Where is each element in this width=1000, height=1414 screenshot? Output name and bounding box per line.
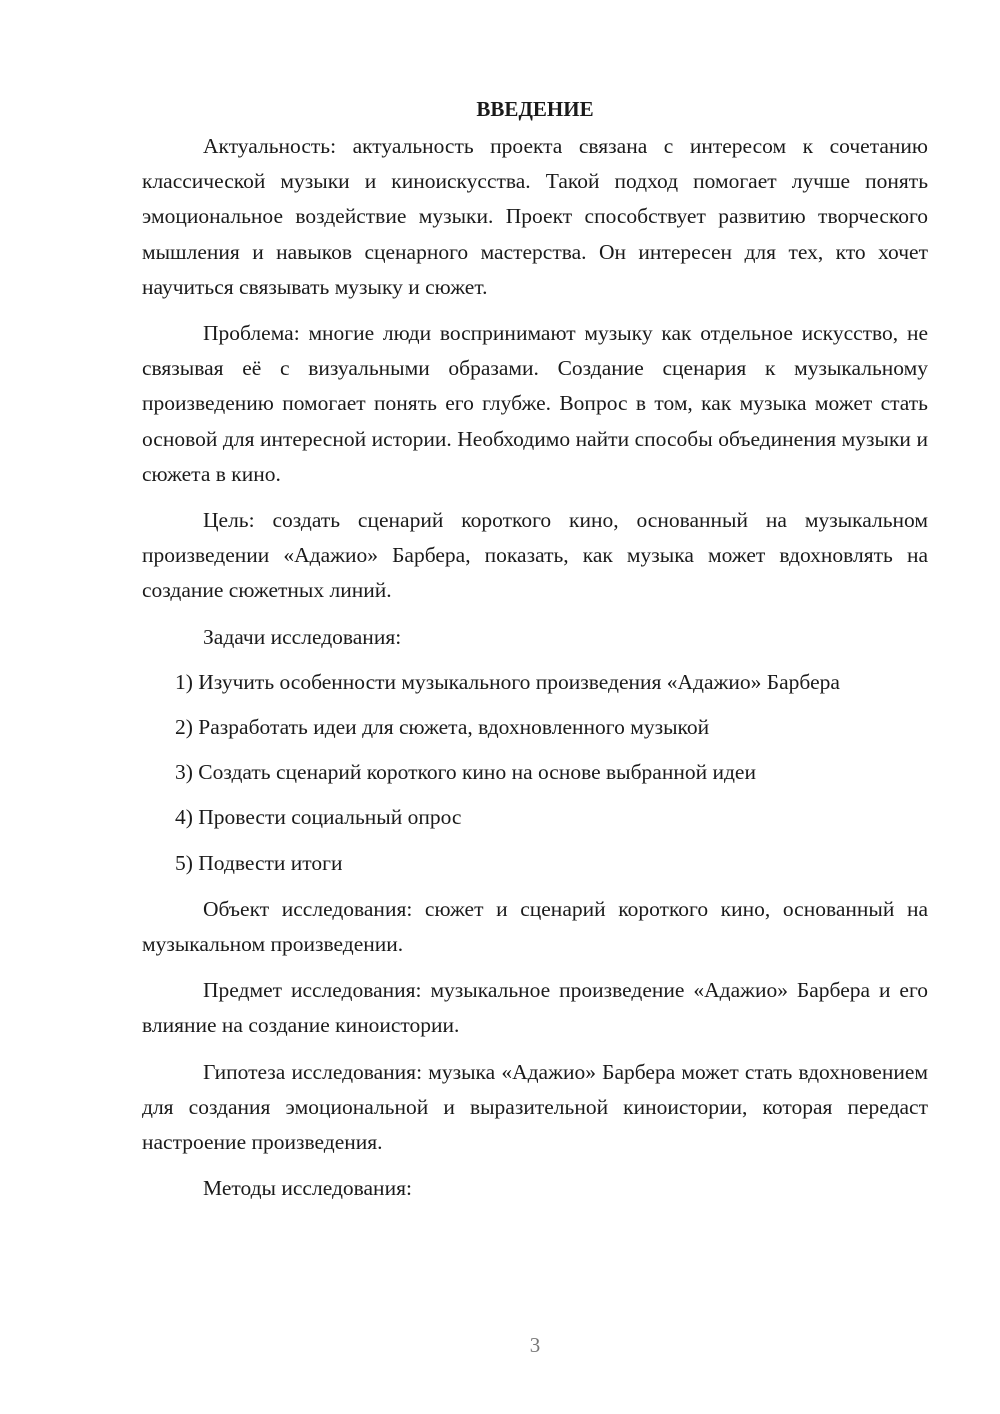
list-item: 2) Разработать идеи для сюжета, вдохновленного музыкой	[175, 715, 710, 740]
tasks-heading: Задачи исследования:	[203, 624, 402, 649]
paragraph-problem: Проблема: многие люди воспринимают музыку как отдельное искусство, не связывая её с визуальными образами. Создание сценария к музыкальному произведению помогает понять его глубже. Вопрос в том, как музыка может стать основой для интересной истории. Необходимо найти способы объединения музыки и сюжета в кино.	[142, 321, 928, 486]
list-item: 1) Изучить особенности музыкального произведения «Адажио» Барбера	[175, 669, 840, 694]
list-item: 3) Создать сценарий короткого кино на основе выбранной идеи	[175, 760, 756, 785]
paragraph-goal: Цель: создать сценарий короткого кино, основанный на музыкальном произведении «Адажио» Барбера, показать, как музыка может вдохновлять на создание сюжетных линий.	[142, 508, 928, 603]
methods-heading: Методы исследования:	[203, 1176, 412, 1201]
list-item: 5) Подвести итоги	[175, 850, 343, 875]
section-title: ВВЕДЕНИЕ	[476, 97, 594, 121]
tasks-list	[142, 665, 928, 881]
paragraph-subject: Предмет исследования: музыкальное произведение «Адажио» Барбера и его влияние на создание киноистории.	[142, 978, 928, 1038]
list-item: 4) Провести социальный опрос	[175, 805, 462, 830]
document-page	[142, 92, 928, 1206]
paragraph-hypothesis: Гипотеза исследования: музыка «Адажио» Барбера может стать вдохновением для создания эмоциональной и выразительной киноистории, которая передаст настроение произведения.	[142, 1059, 928, 1155]
paragraph-actuality: Актуальность: актуальность проекта связана с интересом к сочетанию классической музыки и киноискусства. Такой подход помогает лучше понять эмоциональное воздействие музыки. Проект способствует развитию творческого мышления и навыков сценарного мастерства. Он интересен для тех, кто хочет научиться связывать музыку и сюжет.	[142, 134, 928, 299]
paragraph-object: Объект исследования: сюжет и сценарий короткого кино, основанный на музыкальном произведении.	[142, 896, 928, 957]
page-number: 3	[529, 1333, 541, 1357]
